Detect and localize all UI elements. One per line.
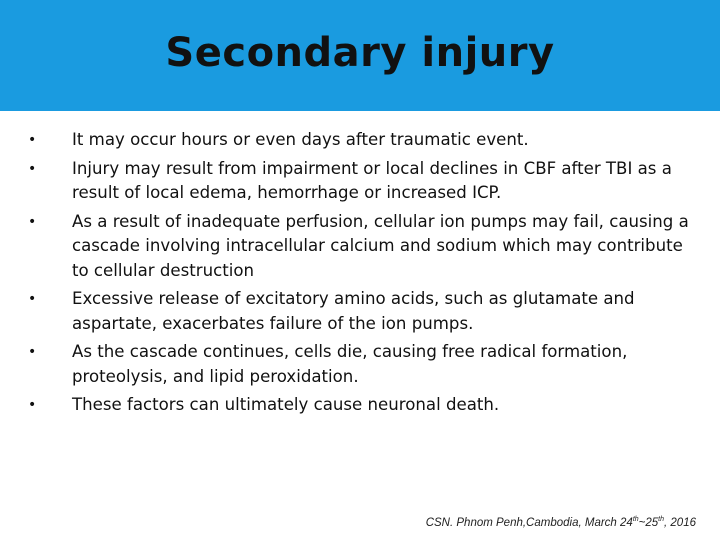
bullet-text: It may occur hours or even days after traumatic event.: [72, 130, 529, 149]
footer-sup-2: th: [658, 516, 665, 523]
bullet-text: These factors can ultimately cause neuronal death.: [72, 395, 500, 414]
bullet-icon: •: [28, 213, 37, 230]
footer-suffix: , 2016: [664, 516, 696, 529]
list-item: [24, 393, 694, 418]
list-item: [24, 157, 694, 206]
bullet-icon: •: [28, 132, 37, 148]
bullet-icon: •: [28, 397, 37, 413]
bullet-text: As the cascade continues, cells die, causing free radical formation, proteolysis, and lipid peroxidation.: [72, 342, 628, 386]
slide-title: Secondary injury: [165, 30, 555, 76]
bullet-icon: •: [28, 291, 37, 307]
list-item: [24, 340, 694, 389]
title-banner: [0, 0, 720, 111]
footer-prefix: CSN. Phnom Penh,Cambodia, March 24: [425, 516, 633, 529]
footer-middle: ~25: [638, 516, 659, 529]
bullet-icon: •: [28, 160, 37, 177]
bullet-icon: •: [28, 344, 37, 360]
footer-citation: [426, 516, 696, 529]
list-item: [24, 210, 694, 284]
list-item: [24, 128, 694, 153]
bullet-text: Injury may result from impairment or local declines in CBF after TBI as a result of local edema, hemorrhage or increased ICP.: [72, 158, 672, 202]
footer-sup-1: th: [632, 516, 639, 523]
bullet-list: [24, 128, 694, 422]
list-item: [24, 287, 694, 336]
bullet-text: Excessive release of excitatory amino acids, such as glutamate and aspartate, exacerbates failure of the ion pumps.: [72, 289, 635, 333]
bullet-text: As a result of inadequate perfusion, cellular ion pumps may fail, causing a cascade involving intracellular calcium and sodium which may contribute to cellular destruction: [72, 211, 689, 280]
